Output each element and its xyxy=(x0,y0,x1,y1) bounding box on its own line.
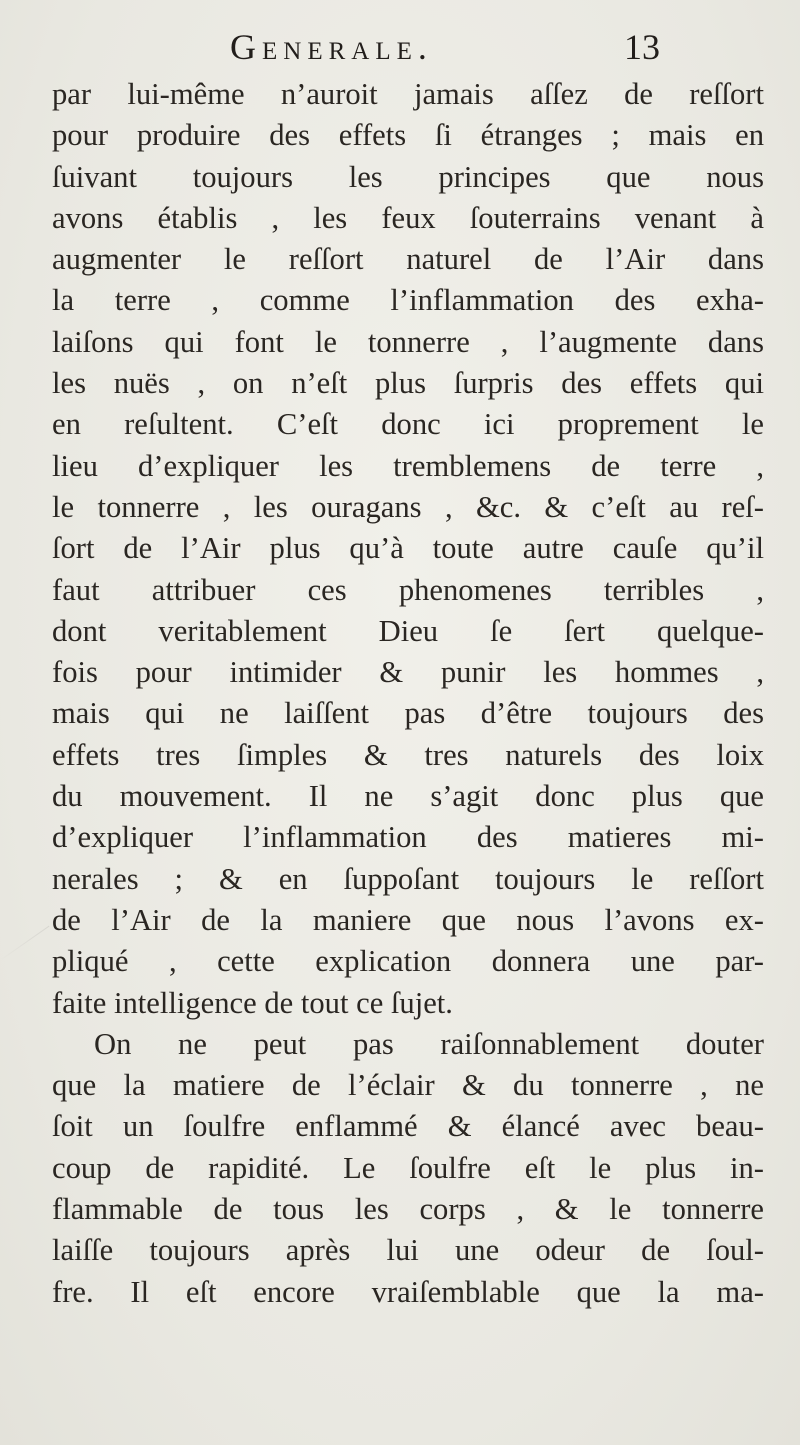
text-line: mais qui ne laiſſent pas d’être toujours des xyxy=(52,696,764,731)
text-line: faut attribuer ces phenomenes terribles , xyxy=(52,572,764,607)
page-header xyxy=(230,26,660,70)
text-line: On ne peut pas raiſonnablement douter xyxy=(94,1026,764,1061)
text-line: dont veritablement Dieu ſe ſert quelque- xyxy=(52,613,764,648)
text-line: faite intelligence de tout ce ſujet. xyxy=(52,985,453,1020)
page-number: 13 xyxy=(624,27,660,67)
text-line: coup de rapidité. Le ſoulfre eſt le plus in- xyxy=(52,1150,764,1185)
text-line: pliqué , cette explication donnera une par- xyxy=(52,944,764,979)
text-line: les nuës , on n’eſt plus ſurpris des effets qui xyxy=(52,366,764,401)
text-line: du mouvement. Il ne s’agit donc plus que xyxy=(52,779,764,814)
text-line: fois pour intimider & punir les hommes , xyxy=(52,655,764,690)
text-line: ſuivant toujours les principes que nous xyxy=(52,159,764,194)
paper-crease xyxy=(0,926,49,961)
text-line: en reſultent. C’eſt donc ici proprement le xyxy=(52,407,764,442)
text-line: avons établis , les feux ſouterrains venant à xyxy=(52,200,764,235)
text-line: laiſons qui font le tonnerre , l’augmente dans xyxy=(52,324,764,359)
running-head: Generale. xyxy=(230,27,433,67)
text-line: d’expliquer l’inflammation des matieres mi- xyxy=(52,820,764,855)
text-line: effets tres ſimples & tres naturels des loix xyxy=(52,737,764,772)
text-line: la terre , comme l’inflammation des exha- xyxy=(52,283,764,318)
text-line: pour produire des effets ſi étranges ; mais en xyxy=(52,118,764,153)
text-line: de l’Air de la maniere que nous l’avons ex- xyxy=(52,902,764,937)
text-line: ſort de l’Air plus qu’à toute autre cauſe qu’il xyxy=(52,531,764,566)
text-line: le tonnerre , les ouragans , &c. & c’eſt au reſ- xyxy=(52,489,764,524)
text-line: par lui-même n’auroit jamais aſſez de reſſort xyxy=(52,77,764,111)
text-line: flammable de tous les corps , & le tonnerre xyxy=(52,1192,764,1227)
text-line: laiſſe toujours après lui une odeur de ſoul- xyxy=(52,1233,764,1268)
text-line: augmenter le reſſort naturel de l’Air dans xyxy=(52,242,764,277)
text-line: lieu d’expliquer les tremblemens de terre , xyxy=(52,448,764,483)
body-text xyxy=(52,74,764,1313)
text-line: fre. Il eſt encore vraiſemblable que la ma- xyxy=(52,1274,764,1309)
text-line: nerales ; & en ſuppoſant toujours le reſſort xyxy=(52,861,764,896)
text-line: ſoit un ſoulfre enflammé & élancé avec beau- xyxy=(52,1109,764,1144)
text-line: que la matiere de l’éclair & du tonnerre , ne xyxy=(52,1068,764,1103)
